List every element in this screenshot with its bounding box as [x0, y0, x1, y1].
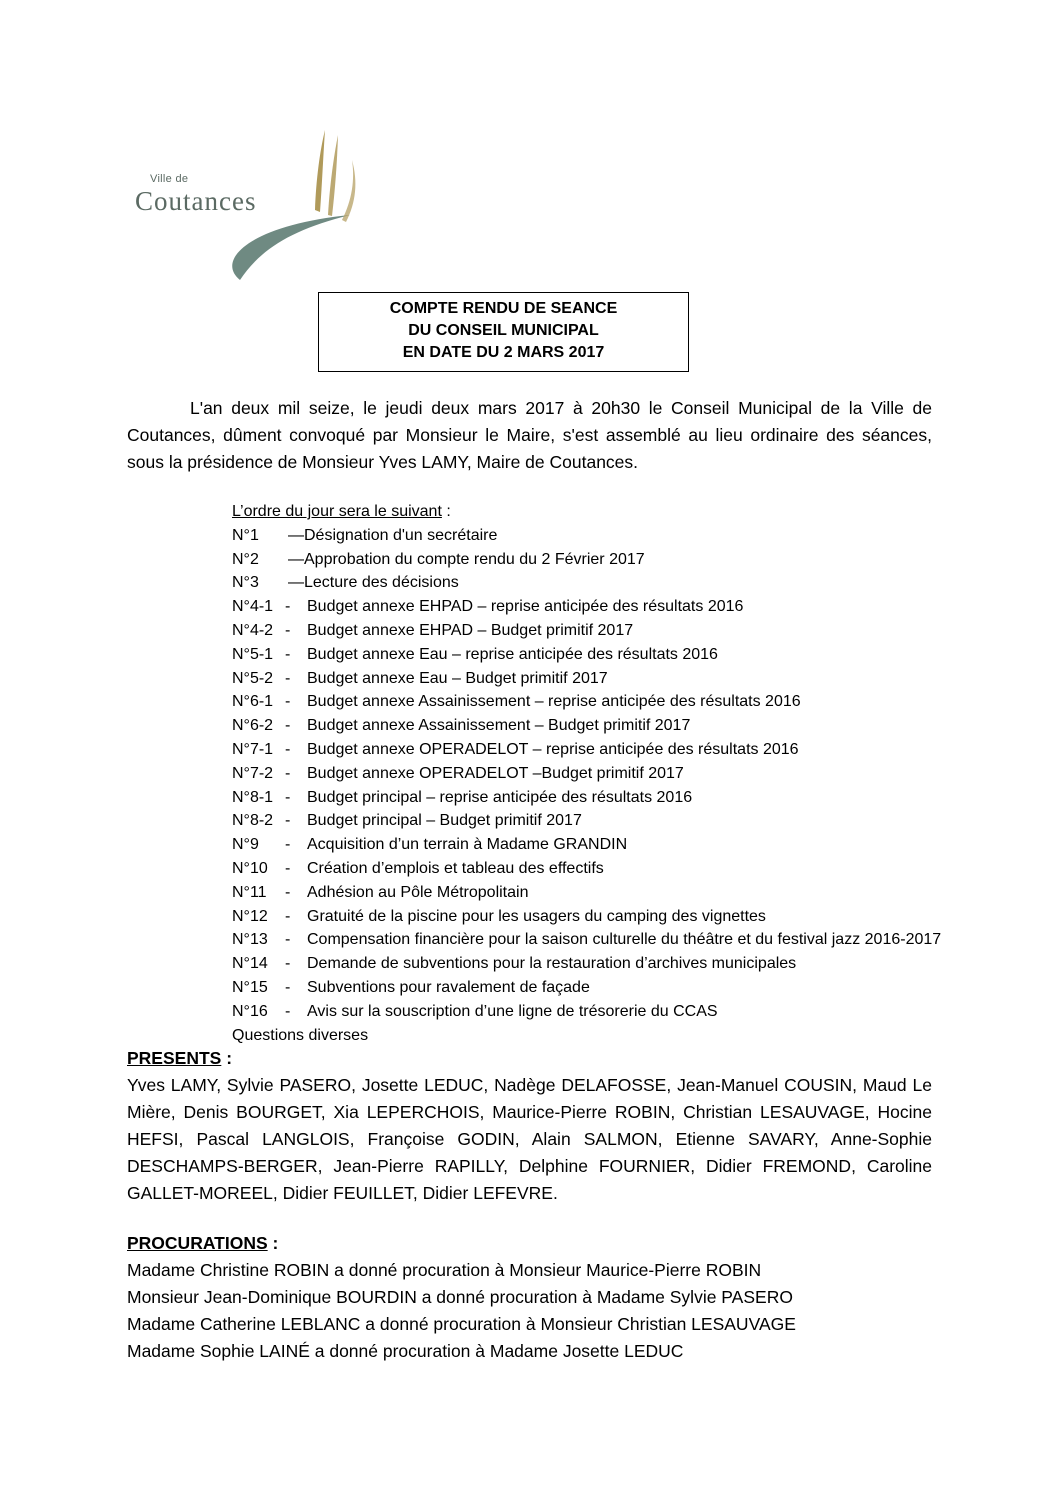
agenda-item-separator: -: [285, 764, 291, 782]
agenda-item-number: N°4-2: [232, 621, 274, 639]
agenda-item-number: N°6-1: [232, 693, 274, 711]
presents-title-suffix: :: [221, 1048, 233, 1068]
agenda-item: [232, 976, 590, 1000]
agenda-item: [232, 548, 645, 572]
agenda-item: [232, 833, 628, 857]
agenda-item: [232, 619, 634, 643]
document-title-box: [318, 292, 689, 372]
agenda-item-separator: —: [288, 574, 304, 592]
intro-paragraph: [127, 395, 932, 476]
logo-prefix: Ville de: [150, 173, 189, 185]
agenda-item: [232, 1000, 718, 1024]
procurations-list: [127, 1257, 796, 1365]
agenda-item-separator: -: [285, 717, 291, 735]
procurations-heading: [127, 1230, 796, 1257]
agenda-item-text: Adhésion au Pôle Métropolitain: [307, 883, 529, 901]
agenda-item-separator: -: [285, 645, 291, 663]
agenda-title-suffix: :: [441, 503, 451, 520]
procuration-line: Monsieur Jean-Dominique BOURDIN a donné procuration à Madame Sylvie PASERO: [127, 1287, 793, 1307]
agenda-item-number: N°4-1: [232, 598, 274, 616]
agenda-item: [232, 857, 604, 881]
agenda-item-text: Budget annexe Assainissement – reprise anticipée des résultats 2016: [307, 693, 801, 711]
agenda-item: [232, 738, 799, 762]
agenda-item-number: N°12: [232, 907, 268, 925]
agenda-item-text: Approbation du compte rendu du 2 Février 2017: [304, 550, 645, 568]
procurations-section: [127, 1230, 796, 1365]
agenda-item-separator: -: [285, 812, 291, 830]
agenda-item: [232, 762, 684, 786]
agenda-item-separator: -: [285, 907, 291, 925]
agenda-item: [232, 928, 942, 952]
agenda-item-text: Lecture des décisions: [304, 574, 459, 592]
agenda-item: [232, 952, 797, 976]
coutances-logo: [120, 120, 370, 290]
agenda-item-separator: -: [285, 669, 291, 687]
agenda-item-number: N°16: [232, 1002, 268, 1020]
procuration-line: Madame Christine ROBIN a donné procuration à Monsieur Maurice-Pierre ROBIN: [127, 1260, 762, 1280]
agenda-item-separator: -: [285, 859, 291, 877]
agenda-item-text: Budget principal – reprise anticipée des résultats 2016: [307, 788, 693, 806]
agenda-item-number: N°14: [232, 955, 268, 973]
agenda-item-number: N°1: [232, 526, 259, 544]
intro-text: L'an deux mil seize, le jeudi deux mars 2017 à 20h30 le Conseil Municipal de la Ville de Coutances, dûment convoqué par Monsieur le Maire, s'est assemblé au lieu ordinaire des séances, sous la présidence de Monsieur Yves LAMY, Maire de Coutances.: [127, 398, 932, 472]
agenda-title: L’ordre du jour sera le suivant: [232, 503, 442, 520]
agenda-item: [232, 524, 498, 548]
procuration-line: Madame Sophie LAINÉ a donné procuration à Madame Josette LEDUC: [127, 1341, 684, 1361]
agenda-list: [232, 524, 942, 1024]
presents-section: [127, 1045, 932, 1207]
agenda-item-text: Budget annexe OPERADELOT –Budget primitif 2017: [307, 764, 684, 782]
agenda-item-text: Budget annexe EHPAD – Budget primitif 2017: [307, 621, 634, 639]
agenda-item-number: N°7-1: [232, 740, 274, 758]
agenda-item-text: Budget annexe OPERADELOT – reprise anticipée des résultats 2016: [307, 740, 799, 758]
agenda-item-number: N°5-2: [232, 669, 274, 687]
agenda-item-separator: -: [285, 621, 291, 639]
agenda-item: [232, 714, 691, 738]
agenda-item: [232, 595, 744, 619]
agenda-item-number: N°13: [232, 931, 268, 949]
procurations-title-suffix: :: [267, 1233, 279, 1253]
agenda-item-number: N°3: [232, 574, 259, 592]
agenda-item-separator: -: [285, 836, 291, 854]
agenda-item-number: N°2: [232, 550, 259, 568]
procuration-line: Madame Catherine LEBLANC a donné procuration à Monsieur Christian LESAUVAGE: [127, 1314, 796, 1334]
agenda-item-text: Budget annexe Eau – reprise anticipée des résultats 2016: [307, 645, 718, 663]
agenda-item-text: Budget annexe Assainissement – Budget primitif 2017: [307, 717, 691, 735]
agenda-item: [232, 809, 582, 833]
agenda-heading: [232, 500, 451, 524]
agenda-item-text: Avis sur la souscription d’une ligne de trésorerie du CCAS: [307, 1002, 718, 1020]
agenda-item-separator: -: [285, 693, 291, 711]
agenda-item-text: Budget annexe EHPAD – reprise anticipée des résultats 2016: [307, 598, 744, 616]
agenda-item-separator: -: [285, 740, 291, 758]
agenda-item-text: Désignation d'un secrétaire: [304, 526, 498, 544]
agenda-item-separator: -: [285, 955, 291, 973]
agenda: [232, 500, 942, 1047]
agenda-item-text: Subventions pour ravalement de façade: [307, 978, 590, 996]
agenda-item-number: N°5-1: [232, 645, 274, 663]
agenda-item-separator: -: [285, 978, 291, 996]
agenda-item-separator: -: [285, 788, 291, 806]
agenda-item-number: N°6-2: [232, 717, 274, 735]
agenda-item-number: N°8-1: [232, 788, 274, 806]
presents-title: PRESENTS: [127, 1048, 222, 1068]
agenda-item-text: Gratuité de la piscine pour les usagers du camping des vignettes: [307, 907, 766, 925]
title-line-3: EN DATE DU 2 MARS 2017: [402, 344, 605, 361]
agenda-item-number: N°9: [232, 836, 259, 854]
presents-list: Yves LAMY, Sylvie PASERO, Josette LEDUC, Nadège DELAFOSSE, Jean-Manuel COUSIN, Maud Le Mière, Denis BOURGET, Xia LEPERCHOIS, Maurice-Pierre ROBIN, Christian LESAUVAGE, Hocine HEFSI, Pascal LANGLOIS, Françoise GODIN, Alain SALMON, Etienne SAVARY, Anne-Sophie DESCHAMPS-BERGER, Jean-Pierre RAPILLY, Delphine FOURNIER, Didier FREMOND, Caroline GALLET-MOREEL, Didier FEUILLET, Didier LEFEVRE.: [127, 1075, 932, 1203]
agenda-item: [232, 905, 766, 929]
logo-name: Coutances: [135, 186, 257, 216]
agenda-item-text: Création d’emplois et tableau des effectifs: [307, 859, 604, 877]
agenda-item-text: Demande de subventions pour la restauration d’archives municipales: [307, 955, 797, 973]
agenda-item: [232, 667, 608, 691]
agenda-item-number: N°15: [232, 978, 268, 996]
agenda-item-separator: —: [288, 526, 304, 544]
agenda-item-text: Budget annexe Eau – Budget primitif 2017: [307, 669, 608, 687]
agenda-item-number: N°11: [232, 883, 267, 901]
agenda-item: [232, 786, 693, 810]
agenda-item-text: Budget principal – Budget primitif 2017: [307, 812, 582, 830]
agenda-item: [232, 690, 801, 714]
title-line-1: COMPTE RENDU DE SEANCE: [389, 300, 618, 317]
agenda-item-text: Compensation financière pour la saison culturelle du théâtre et du festival jazz 2016-2017: [307, 931, 942, 949]
agenda-item-separator: -: [285, 883, 291, 901]
agenda-item-number: N°8-2: [232, 812, 274, 830]
procurations-title: PROCURATIONS: [127, 1233, 268, 1253]
agenda-item: [232, 881, 529, 905]
agenda-item-number: N°10: [232, 859, 268, 877]
agenda-item-text: Acquisition d’un terrain à Madame GRANDIN: [307, 836, 628, 854]
agenda-item-separator: -: [285, 931, 291, 949]
agenda-item-number: N°7-2: [232, 764, 274, 782]
agenda-item-separator: —: [288, 550, 304, 568]
agenda-footer: Questions diverses: [232, 1026, 369, 1044]
agenda-item: [232, 571, 459, 595]
agenda-item-separator: -: [285, 598, 291, 616]
title-line-2: DU CONSEIL MUNICIPAL: [408, 322, 599, 339]
presents-heading: [127, 1045, 932, 1072]
agenda-item: [232, 643, 718, 667]
agenda-item-separator: -: [285, 1002, 291, 1020]
